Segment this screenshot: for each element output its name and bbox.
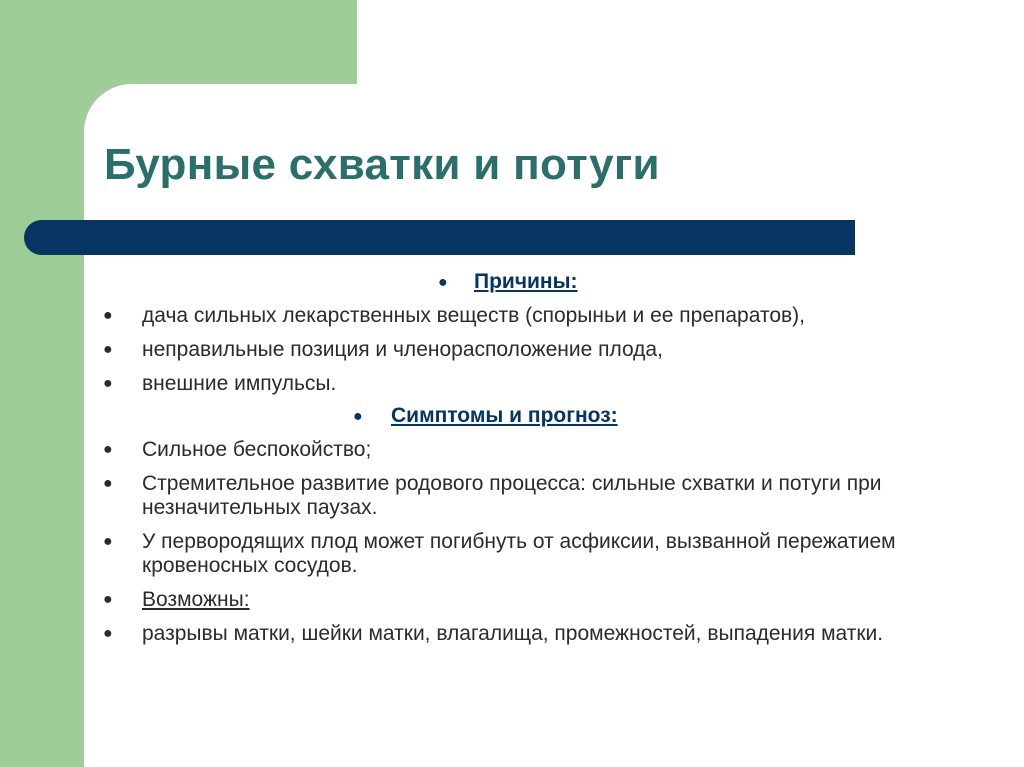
list-item-text: Стремительное развитие родового процесса: сильные схватки и потуги при незначительных паузах.: [142, 472, 882, 519]
green-side-strip: [0, 0, 84, 767]
list-item-text: дача сильных лекарственных веществ (спорыньи и ее препаратов),: [142, 304, 805, 327]
bullet-icon: ●: [103, 475, 113, 492]
bullet-icon: ●: [438, 274, 448, 291]
list-item: [100, 622, 930, 646]
list-item-text: Возможны:: [142, 588, 250, 611]
bullet-icon: ●: [103, 441, 113, 458]
list-item-text: неправильные позиция и членорасположение плода,: [142, 338, 663, 361]
list-item-text: У первородящих плод может погибнуть от асфиксии, вызванной пережатием кровеносных сосудов.: [142, 530, 896, 577]
list-item: [100, 530, 930, 578]
bullet-icon: ●: [103, 341, 113, 358]
list-item: [100, 588, 930, 612]
bullet-icon: ●: [103, 591, 113, 608]
list-item: [100, 338, 930, 362]
bullet-icon: ●: [353, 408, 363, 425]
content-list: [100, 262, 930, 646]
slide-title: Бурные схватки и потуги: [104, 140, 660, 189]
list-item: [100, 472, 930, 520]
list-item-text: Сильное беспокойство;: [142, 438, 372, 461]
list-item: [100, 304, 930, 328]
bullet-icon: ●: [103, 375, 113, 392]
list-item-text: внешние импульсы.: [142, 372, 337, 395]
bullet-icon: ●: [103, 307, 113, 324]
section-heading-text: Причины:: [474, 270, 578, 293]
list-item-text: разрывы матки, шейки матки, влагалища, промежностей, выпадения матки.: [142, 622, 884, 645]
section-heading-text: Симптомы и прогноз:: [391, 404, 618, 427]
list-item: [100, 438, 930, 462]
bullet-icon: ●: [103, 625, 113, 642]
title-underline-bar: [24, 220, 855, 255]
bullet-icon: ●: [103, 533, 113, 550]
section-heading-causes: [100, 270, 930, 294]
list-item: [100, 372, 930, 396]
section-heading-symptoms: [100, 404, 930, 428]
